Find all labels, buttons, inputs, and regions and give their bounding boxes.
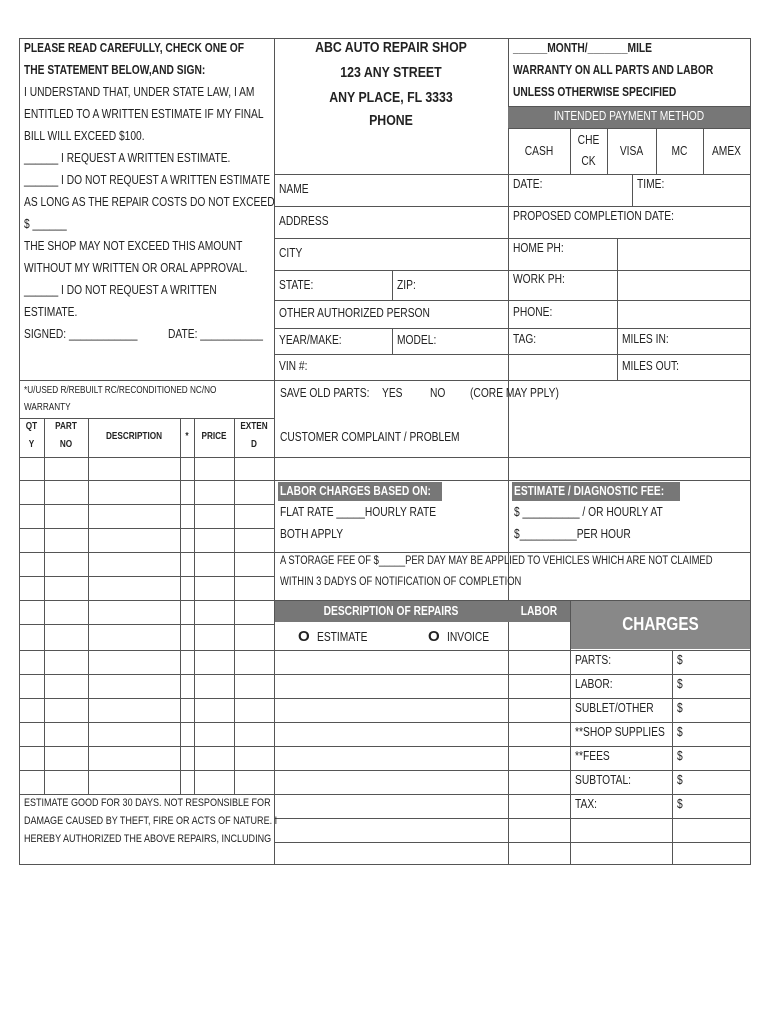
charge-value-subtotal[interactable]: $ [677,773,683,787]
shop-name: ABC AUTO REPAIR SHOP [315,40,467,56]
customer-address-field[interactable]: ADDRESS [279,214,329,228]
no-estimate-limit-option[interactable]: ______ I DO NOT REQUEST A WRITTEN ESTIMATE [24,173,271,187]
notice-line: THE SHOP MAY NOT EXCEED THIS AMOUNT [24,239,243,253]
col-part-no: PART [55,421,77,432]
border-bottom [19,864,751,865]
miles-in-field[interactable]: MILES IN: [622,332,669,346]
save-old-parts-label: SAVE OLD PARTS: [280,386,370,400]
customer-zip-field[interactable]: ZIP: [397,278,416,292]
request-estimate-option[interactable]: ______ I REQUEST A WRITTEN ESTIMATE. [24,151,231,165]
payment-mc[interactable]: MC [671,144,688,158]
core-note: (CORE MAY PPLY) [470,386,559,400]
year-make-field[interactable]: YEAR/MAKE: [279,333,342,347]
storage-fee-line-2: WITHIN 3 DADYS OF NOTIFICATION OF COMPLETION [280,576,522,588]
customer-city-field[interactable]: CITY [279,246,303,260]
labor-title: LABOR CHARGES BASED ON: [280,484,431,498]
charge-value-parts[interactable]: $ [677,653,683,667]
model-field[interactable]: MODEL: [397,333,437,347]
payment-check[interactable]: CHE [577,133,600,147]
parts-legend: *U/USED R/REBUILT RC/RECONDITIONED NC/NO [24,385,217,396]
notice-line: ESTIMATE. [24,305,78,319]
col-description: DESCRIPTION [105,431,163,442]
signature-date-field[interactable]: DATE: ___________ [168,327,263,341]
warranty-line-2: WARRANTY ON ALL PARTS AND LABOR [513,63,714,77]
col-price: PRICE [201,431,227,442]
disclaimer-line: HEREBY AUTHORIZED THE ABOVE REPAIRS, INCLUDING [24,833,272,845]
charge-label-tax: TAX: [575,797,598,811]
col-extended: EXTEN [240,421,268,432]
notice-line: WITHOUT MY WRITTEN OR ORAL APPROVAL. [24,261,248,275]
charge-label-subtotal: SUBTOTAL: [575,773,632,787]
charge-value-sublet[interactable]: $ [677,701,683,715]
time-field[interactable]: TIME: [637,177,665,191]
diagnostic-fee-field[interactable]: $ __________ / OR HOURLY AT [514,505,663,519]
signature-field[interactable]: SIGNED: ____________ [24,327,138,341]
customer-name-field[interactable]: NAME [279,182,309,196]
storage-fee-line: A STORAGE FEE OF $_____PER DAY MAY BE APPLIED TO VEHICLES WHICH ARE NOT CLAIMED [280,555,713,567]
diagnostic-hourly-field[interactable]: $__________PER HOUR [514,527,631,541]
diagnostic-title: ESTIMATE / DIAGNOSTIC FEE: [514,484,665,498]
col-sep-left [274,38,275,864]
date-field[interactable]: DATE: [513,177,543,191]
estimate-radio[interactable]: O [298,628,310,645]
save-old-parts-yes[interactable]: YES [382,386,403,400]
charge-label-shop-supplies: **SHOP SUPPLIES [575,725,665,739]
charge-label-sublet: SUBLET/OTHER [575,701,654,715]
disclaimer-line: ESTIMATE GOOD FOR 30 DAYS. NOT RESPONSIBLE FOR [24,797,271,809]
miles-out-field[interactable]: MILES OUT: [622,359,679,373]
payment-check-2: CK [581,154,596,168]
notice-heading-2: THE STATEMENT BELOW,AND SIGN: [24,63,206,77]
save-old-parts-no[interactable]: NO [430,386,446,400]
payment-amex[interactable]: AMEX [711,144,742,158]
work-phone-field[interactable]: WORK PH: [513,272,565,286]
charge-label-parts: PARTS: [575,653,612,667]
completion-date-field[interactable]: PROPOSED COMPLETION DATE: [513,209,674,223]
charge-value-labor[interactable]: $ [677,677,683,691]
labor-both-apply[interactable]: BOTH APPLY [280,527,344,541]
shop-city: ANY PLACE, FL 3333 [329,90,453,106]
charge-label-labor: LABOR: [575,677,613,691]
customer-state-field[interactable]: STATE: [279,278,314,292]
payment-visa[interactable]: VISA [619,144,644,158]
labor-header: LABOR [520,604,558,618]
payment-header: INTENDED PAYMENT METHOD [553,109,705,123]
charge-label-fees: **FEES [575,749,610,763]
repairs-header: DESCRIPTION OF REPAIRS [323,604,459,618]
invoice-label: INVOICE [447,630,490,644]
charges-header: CHARGES [622,614,699,634]
col-part-no-2: NO [59,439,73,450]
disclaimer-line: DAMAGE CAUSED BY THEFT, FIRE OR ACTS OF NATURE. I [24,815,278,827]
notice-line: AS LONG AS THE REPAIR COSTS DO NOT EXCEED [24,195,275,209]
no-estimate-option[interactable]: ______ I DO NOT REQUEST A WRITTEN [24,283,217,297]
col-qty-2: Y [28,439,35,450]
estimate-label: ESTIMATE [317,630,368,644]
phone-field[interactable]: PHONE: [513,305,553,319]
customer-complaint-label[interactable]: CUSTOMER COMPLAINT / PROBLEM [280,430,460,444]
border-right [750,38,751,864]
other-person-field[interactable]: OTHER AUTHORIZED PERSON [279,306,430,320]
col-qty: QT [25,421,38,432]
vin-field[interactable]: VIN #: [279,359,308,373]
shop-phone: PHONE [369,113,413,129]
warranty-line-1: ______MONTH/_______MILE [513,41,653,55]
payment-cash[interactable]: CASH [524,144,554,158]
labor-rate-line[interactable]: FLAT RATE _____HOURLY RATE [280,505,437,519]
limit-amount-field[interactable]: $ ______ [24,217,67,231]
col-star: * [185,431,189,442]
charge-value-shop-supplies[interactable]: $ [677,725,683,739]
col-extended-2: D [251,439,257,450]
invoice-radio[interactable]: O [428,628,440,645]
border-left [19,38,20,864]
notice-line: ENTITLED TO A WRITTEN ESTIMATE IF MY FINAL [24,107,264,121]
parts-legend-2: WARRANTY [24,402,71,413]
notice-line: I UNDERSTAND THAT, UNDER STATE LAW, I AM [24,85,255,99]
shop-street: 123 ANY STREET [340,65,442,81]
notice-heading-1: PLEASE READ CAREFULLY, CHECK ONE OF [24,41,245,55]
charge-value-tax[interactable]: $ [677,797,683,811]
notice-line: BILL WILL EXCEED $100. [24,129,145,143]
charge-value-fees[interactable]: $ [677,749,683,763]
tag-field[interactable]: TAG: [513,332,537,346]
border-top [19,38,751,39]
home-phone-field[interactable]: HOME PH: [513,241,564,255]
warranty-line-3: UNLESS OTHERWISE SPECIFIED [513,85,677,99]
